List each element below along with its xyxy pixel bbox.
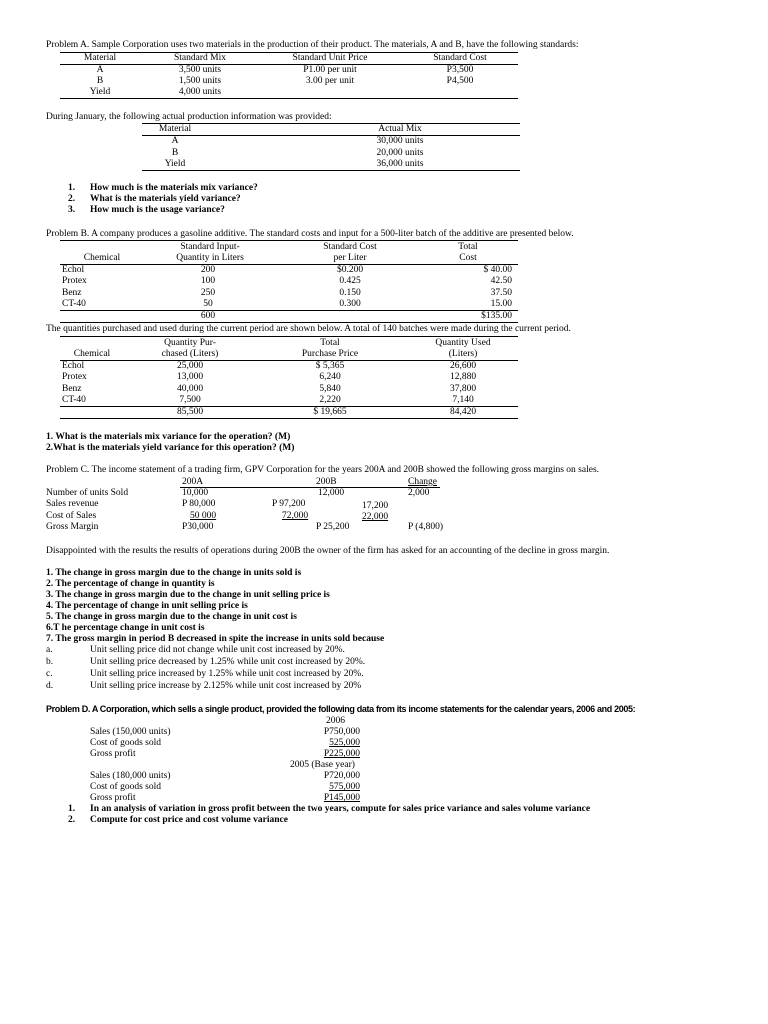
- table-total: $135.00: [481, 311, 512, 321]
- table-cell: P1.00 per unit: [303, 65, 357, 75]
- table-cell: 17,200: [362, 501, 389, 511]
- table-cell: P4,500: [446, 76, 474, 86]
- year-header: 2005 (Base year): [290, 760, 355, 770]
- table-cell: 50: [203, 299, 213, 309]
- question: 2.What is the materials yield variance for this operation? (M): [46, 443, 295, 453]
- table-cell: 72,000: [282, 511, 309, 521]
- question: How much is the usage variance?: [90, 205, 225, 215]
- problem-b-quantities: The quantities purchased and used during the current period are shown below. A total of 140 batches were made during the current period.: [46, 324, 571, 334]
- problem-c-note: Disappointed with the results the results of operations during 200B the owner of the firm has asked for an accounting of the decline in gross margin.: [46, 546, 610, 556]
- row-label: Sales (180,000 units): [90, 771, 171, 781]
- col-header: Purchase Price: [301, 349, 359, 359]
- table-cell: $ 40.00: [483, 265, 512, 275]
- table-cell: CT-40: [62, 299, 86, 309]
- table-cell: P3,500: [446, 65, 474, 75]
- problem-b-intro: Problem B. A company produces a gasoline additive. The standard costs and input for a 500-liter batch of the additive are presented below.: [46, 229, 574, 239]
- option-letter: d.: [46, 681, 54, 691]
- table-cell: P 97,200: [272, 499, 306, 509]
- table-cell: P225,000: [323, 749, 360, 759]
- table-cell: 7,140: [452, 395, 474, 405]
- question: 5. The change in gross margin due to the change in unit cost is: [46, 612, 297, 622]
- table-cell: 30,000 units: [376, 136, 424, 146]
- question: What is the materials yield variance?: [90, 194, 241, 204]
- row-label: Gross profit: [90, 749, 136, 759]
- col-header: Standard Mix: [174, 53, 226, 63]
- table-cell: A: [171, 136, 179, 146]
- table-cell: $0.200: [336, 265, 364, 275]
- table-cell: 100: [200, 276, 216, 286]
- table-cell: 0.425: [339, 276, 361, 286]
- table-cell: 12,000: [318, 488, 345, 498]
- table-cell: B: [171, 148, 179, 158]
- question-number: 2.: [68, 194, 76, 204]
- table-cell: 3,500 units: [178, 65, 222, 75]
- table-cell: P720,000: [323, 771, 360, 781]
- table-cell: 0.300: [339, 299, 361, 309]
- table-cell: 575,000: [329, 782, 360, 792]
- table-cell: 12,880: [449, 372, 477, 382]
- table-cell: Protex: [62, 276, 87, 286]
- question-number: 1.: [68, 183, 76, 193]
- table-cell: P (4,800): [408, 522, 444, 532]
- table-cell: 2,000: [408, 488, 430, 498]
- col-header: Standard Input-: [180, 242, 240, 252]
- table-cell: Benz: [62, 384, 82, 394]
- table-cell: P145,000: [323, 793, 360, 803]
- table-cell: CT-40: [62, 395, 86, 405]
- col-header: Change: [408, 477, 438, 487]
- table-cell: P 80,000: [182, 499, 216, 509]
- table-cell: 5,840: [319, 384, 341, 394]
- col-header: Chemical: [73, 349, 111, 359]
- row-label: Number of units Sold: [46, 488, 129, 498]
- table-cell: 37.50: [490, 288, 512, 298]
- option-text: Unit selling price decreased by 1.25% while unit cost increased by 20%.: [90, 657, 366, 667]
- table-cell: Yield: [89, 87, 111, 97]
- col-header: per Liter: [333, 253, 367, 263]
- table-cell: 37,800: [449, 384, 477, 394]
- table-cell: 4,000 units: [178, 87, 222, 97]
- table-cell: P 25,200: [316, 522, 350, 532]
- question: 4. The percentage of change in unit selling price is: [46, 601, 248, 611]
- question: Compute for cost price and cost volume variance: [90, 815, 288, 825]
- col-header: Standard Cost: [323, 242, 377, 252]
- option-text: Unit selling price increased by 1.25% while unit cost increased by 20%.: [90, 669, 364, 679]
- problem-d-intro: Problem D. A Corporation, which sells a single product, provided the following data from its income statements for the calendar years, 2006 and 2005:: [46, 704, 636, 714]
- table-cell: 26,600: [449, 361, 477, 371]
- problem-a-intro: Problem A. Sample Corporation uses two materials in the production of their product. The materials, A and B, have the following standards:: [46, 40, 579, 50]
- col-header: Material: [158, 124, 192, 134]
- col-header: Total: [458, 242, 478, 252]
- table-cell: 15.00: [490, 299, 512, 309]
- table-cell: 0.150: [339, 288, 361, 298]
- problem-a-january: During January, the following actual production information was provided:: [46, 112, 332, 122]
- option-text: Unit selling price increase by 2.125% while unit cost increased by 20%: [90, 681, 362, 691]
- table-cell: 20,000 units: [376, 148, 424, 158]
- row-label: Cost of Sales: [46, 511, 97, 521]
- col-header: Standard Unit Price: [292, 53, 368, 63]
- question: How much is the materials mix variance?: [90, 183, 258, 193]
- table-cell: 10,000: [182, 488, 209, 498]
- problem-c-intro: Problem C. The income statement of a trading firm, GPV Corporation for the years 200A and 200B showed the following gross margins on sales.: [46, 465, 600, 475]
- col-header: Standard Cost: [433, 53, 487, 63]
- table-cell: 7,500: [179, 395, 201, 405]
- table-total: 84,420: [449, 407, 477, 417]
- table-cell: $ 5,365: [315, 361, 345, 371]
- table-cell: 2,220: [319, 395, 341, 405]
- table-total: 85,500: [176, 407, 204, 417]
- table-cell: 200: [200, 265, 216, 275]
- question: 1. What is the materials mix variance for the operation? (M): [46, 432, 291, 442]
- table-cell: 40,000: [176, 384, 204, 394]
- row-label: Sales (150,000 units): [90, 727, 171, 737]
- col-header: Quantity Pur-: [164, 338, 216, 348]
- table-cell: Protex: [62, 372, 87, 382]
- table-cell: P30,000: [182, 522, 214, 532]
- table-cell: Echol: [62, 265, 85, 275]
- table-cell: 250: [200, 288, 216, 298]
- question: 6.T he percentage change in unit cost is: [46, 623, 205, 633]
- question: In an analysis of variation in gross profit between the two years, compute for sales price variance and sales volume variance: [90, 804, 591, 814]
- option-letter: c.: [46, 669, 53, 679]
- question-number: 2.: [68, 815, 76, 825]
- table-cell: 6,240: [319, 372, 341, 382]
- option-text: Unit selling price did not change while unit cost increased by 20%.: [90, 645, 345, 655]
- table-cell: 25,000: [176, 361, 204, 371]
- col-header: 200A: [182, 477, 204, 487]
- col-header: Quantity in Liters: [176, 253, 244, 263]
- table-cell: P750,000: [323, 727, 360, 737]
- row-label: Gross Margin: [46, 522, 99, 532]
- table-total: 600: [200, 311, 216, 321]
- table-cell: Echol: [62, 361, 85, 371]
- col-header: Material: [83, 53, 117, 63]
- table-cell: 1,500 units: [178, 76, 222, 86]
- question-number: 3.: [68, 205, 76, 215]
- table-cell: 525,000: [329, 738, 360, 748]
- table-cell: 36,000 units: [376, 159, 424, 169]
- table-cell: 42.50: [490, 276, 512, 286]
- question: 7. The gross margin in period B decreased in spite the increase in units sold because: [46, 634, 385, 644]
- table-total: $ 19,665: [313, 407, 347, 417]
- col-header: Actual Mix: [378, 124, 422, 134]
- question: 3. The change in gross margin due to the change in unit selling price is: [46, 590, 330, 600]
- table-cell: Benz: [62, 288, 82, 298]
- col-header: Cost: [459, 253, 477, 263]
- option-letter: b.: [46, 657, 54, 667]
- row-label: Cost of goods sold: [90, 782, 161, 792]
- table-cell: 3.00 per unit: [305, 76, 355, 86]
- col-header: (Liters): [448, 349, 478, 359]
- table-cell: B: [96, 76, 104, 86]
- year-header: 2006: [326, 716, 345, 726]
- row-label: Sales revenue: [46, 499, 99, 509]
- option-letter: a.: [46, 645, 53, 655]
- col-header: Quantity Used: [435, 338, 491, 348]
- table-cell: 13,000: [176, 372, 204, 382]
- table-cell: 22,000: [362, 512, 389, 522]
- col-header: chased (Liters): [161, 349, 219, 359]
- question: 1. The change in gross margin due to the change in units sold is: [46, 568, 302, 578]
- col-header: Chemical: [83, 253, 121, 263]
- row-label: Gross profit: [90, 793, 136, 803]
- col-header: Total: [320, 338, 340, 348]
- question-number: 1.: [68, 804, 76, 814]
- table-cell: 50 000: [190, 511, 217, 521]
- col-header: 200B: [316, 477, 337, 487]
- question: 2. The percentage of change in quantity is: [46, 579, 215, 589]
- table-cell: A: [96, 65, 104, 75]
- row-label: Cost of goods sold: [90, 738, 161, 748]
- table-cell: Yield: [164, 159, 186, 169]
